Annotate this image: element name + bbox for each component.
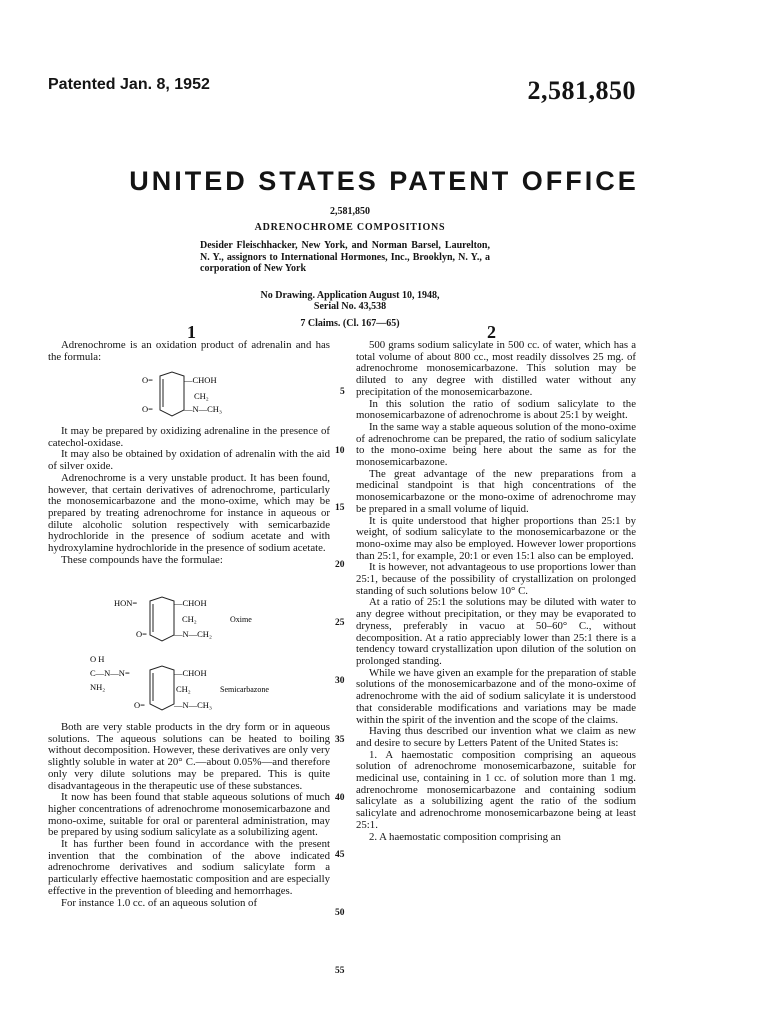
- formula-text: —CHOH: [174, 668, 207, 678]
- application-line-2: Serial No. 43,538: [313, 301, 387, 312]
- column-2-body: [356, 340, 636, 843]
- formula-text: NH₂: [90, 682, 106, 692]
- paragraph: 2. A haemostatic composition comprising an: [368, 830, 561, 843]
- paragraph: Adrenochrome is an oxidation product of adrenalin and has the formula:: [48, 339, 330, 363]
- line-number: 30: [335, 676, 345, 686]
- formula-text: HON=: [114, 598, 138, 608]
- column-number-1: 1: [187, 322, 196, 342]
- paragraph: In this solution the ratio of sodium salicylate to the monosemicarbazone of adrenochrome is about 25:1 by weight.: [356, 397, 636, 422]
- formula-text: CH₂: [182, 614, 197, 624]
- line-number: 20: [335, 560, 345, 570]
- patented-date: Patented Jan. 8, 1952: [48, 76, 210, 93]
- formula-label: Semicarbazone: [220, 685, 269, 694]
- formula-text: C—N—N=: [90, 668, 130, 678]
- application-info: [210, 290, 490, 312]
- formula-text: —N—CH₃: [174, 700, 212, 710]
- paragraph: It may also be obtained by oxidation of adrenalin with the aid of silver oxide.: [48, 448, 330, 473]
- formula-text: O H: [90, 654, 105, 664]
- paragraph: Having thus described our invention what we claim as new and desire to secure by Letters Patent of the United States is:: [356, 725, 636, 749]
- patent-title: ADRENOCHROME COMPOSITIONS: [254, 222, 446, 233]
- office-title: UNITED STATES PATENT OFFICE: [129, 166, 639, 196]
- line-number: 15: [335, 503, 345, 513]
- paragraph: In the same way a stable aqueous solution of the mono-oxime of adrenochrome can be prepared, the ratio of sodium salicylate to the mono-oxime being here about the same as for the monosemicarbazone.: [356, 420, 636, 469]
- paragraph: Both are very stable products in the dry form or in aqueous solutions. The aqueous solutions can be heated to boiling without decomposition. However, these derivatives are only very slightly soluble in water at 20° C.—about 0.05%—and therefore only very dilute solutions may be prepared. This is quite disadvantageous in the therapeutic use of these substances.: [48, 721, 330, 792]
- line-number: 35: [335, 735, 345, 745]
- inventors: Desider Fleischhacker, New York, and Norman Barsel, Laurelton, N. Y., assignors to International Hormones, Inc., Brooklyn, N. Y., a corporation of New York: [200, 240, 490, 274]
- application-line-1: No Drawing. Application August 10, 1948,: [260, 290, 440, 301]
- paragraph: These compounds have the formulae:: [60, 553, 223, 566]
- column-1-body: [48, 426, 330, 566]
- paragraph: It has further been found in accordance with the present invention that the combination of the above indicated adrenochrome derivatives and sodium salicylate form a particularly effective haemostatic composition and are especially effective in the prevention of bleeding and hemorrhages.: [48, 838, 330, 897]
- ring-shape: [150, 597, 174, 641]
- paragraph: While we have given an example for the preparation of stable solutions of the monosemicarbazone and of the mono-oxime of adrenochrome with the aid of sodium salicylate it is understood that considerable modifications and variations may be made within the spirit of the invention and the scope of the claims.: [356, 666, 636, 726]
- paragraph: It now has been found that stable aqueous solutions of much higher concentrations of adrenochrome monosemicarbazone and mono-oxime, suitable for oral or parenteral administration, may be prepared by using sodium salicylate as a solubilizing agent.: [48, 791, 330, 839]
- formula-text: —N—CH₂: [174, 629, 212, 639]
- formula-text: —CHOH: [174, 598, 207, 608]
- paragraph: 500 grams sodium salicylate in 500 cc. of water, which has a total volume of about 800 cc., most readily dissolves 25 mg. of adrenochrome monosemicarbazone. This solution may be diluted to any degree with distilled water without any precipitation of the monosemicarbazone.: [356, 339, 636, 398]
- paragraph: 1. A haemostatic composition comprising an aqueous solution of adrenochrome monosemicarbazone, suitable for medicinal use, containing in 1 cc. of solution more than 1 mg. adrenochrome monosemicarbazone and containing sodium salicylate as a solubilizing agent the ratio of the sodium salicylate and adrenochrome monosemicarbazone being at least 25:1.: [356, 748, 636, 831]
- column-1-intro: [48, 340, 330, 363]
- line-number: 25: [335, 618, 345, 628]
- line-number: 50: [335, 908, 345, 918]
- paragraph: The great advantage of the new preparations from a medicinal standpoint is that high concentrations of the monosemicarbazone or the mono-oxime of adrenochrome may be prepared in a small volume of liquid.: [356, 467, 636, 515]
- patent-number: 2,581,850: [527, 76, 636, 105]
- line-number: 5: [340, 387, 345, 397]
- formula-semicarbazone: [88, 652, 308, 714]
- formula-text: CH₂: [176, 684, 191, 694]
- claims-count: 7 Claims. (Cl. 167—65): [300, 318, 400, 329]
- formula-oxime: [110, 595, 310, 645]
- formula-label: Oxime: [230, 615, 252, 624]
- paragraph: For instance 1.0 cc. of an aqueous solution of: [60, 896, 258, 909]
- paragraph: Adrenochrome is a very unstable product. It has been found, however, that certain derivatives of adrenochrome, particularly the monosemicarbazone and the mono-oxime, which may be prepared by treating adrenochrome for instance in aqueous or dilute alcoholic solution respectively with semicarbazide hydrochloride in the presence of sodium acetate and with hydroxylamine hydrochloride in the presence of sodium acetate.: [48, 471, 330, 555]
- formula-text: O=: [142, 404, 153, 414]
- line-number: 10: [335, 446, 345, 456]
- formula-text: —N—CH₃: [184, 404, 222, 414]
- paragraph: It is however, not advantageous to use proportions lower than 25:1, because of the possibility of crystallization on prolonged standing of such solutions below 10° C.: [356, 561, 636, 597]
- ring-shape: [160, 372, 184, 416]
- line-number: 40: [335, 793, 345, 803]
- patent-subnumber: 2,581,850: [330, 206, 370, 217]
- formula-text: O=: [142, 375, 153, 385]
- formula-text: O=: [136, 629, 147, 639]
- paragraph: It is quite understood that higher proportions than 25:1 by weight, of sodium salicylate to the monosemicarbazone or the mono-oxime may also be employed. However lower proportions than 25:1, for example, 20:1 or even 15:1 also can be employed.: [356, 514, 636, 562]
- formula-text: —CHOH: [184, 375, 217, 385]
- paragraph: It may be prepared by oxidizing adrenaline in the presence of catechol-oxidase.: [48, 425, 330, 449]
- column-number-2: 2: [487, 322, 496, 342]
- line-number: 45: [335, 850, 345, 860]
- formula-adrenochrome: [140, 370, 280, 420]
- ring-shape: [150, 666, 174, 710]
- formula-text: O=: [134, 700, 145, 710]
- paragraph: At a ratio of 25:1 the solutions may be diluted with water to any degree without precipitation, or they may be evaporated to dryness, preferably in vacuo at 50–60° C., without decomposition. At a ratio appreciably lower than 25:1 there is a tendency toward crystallization upon dilution of the solution on prolonged standing.: [356, 596, 636, 667]
- column-1-continued: [48, 722, 330, 909]
- formula-text: CH₂: [194, 391, 209, 401]
- line-number: 55: [335, 966, 345, 976]
